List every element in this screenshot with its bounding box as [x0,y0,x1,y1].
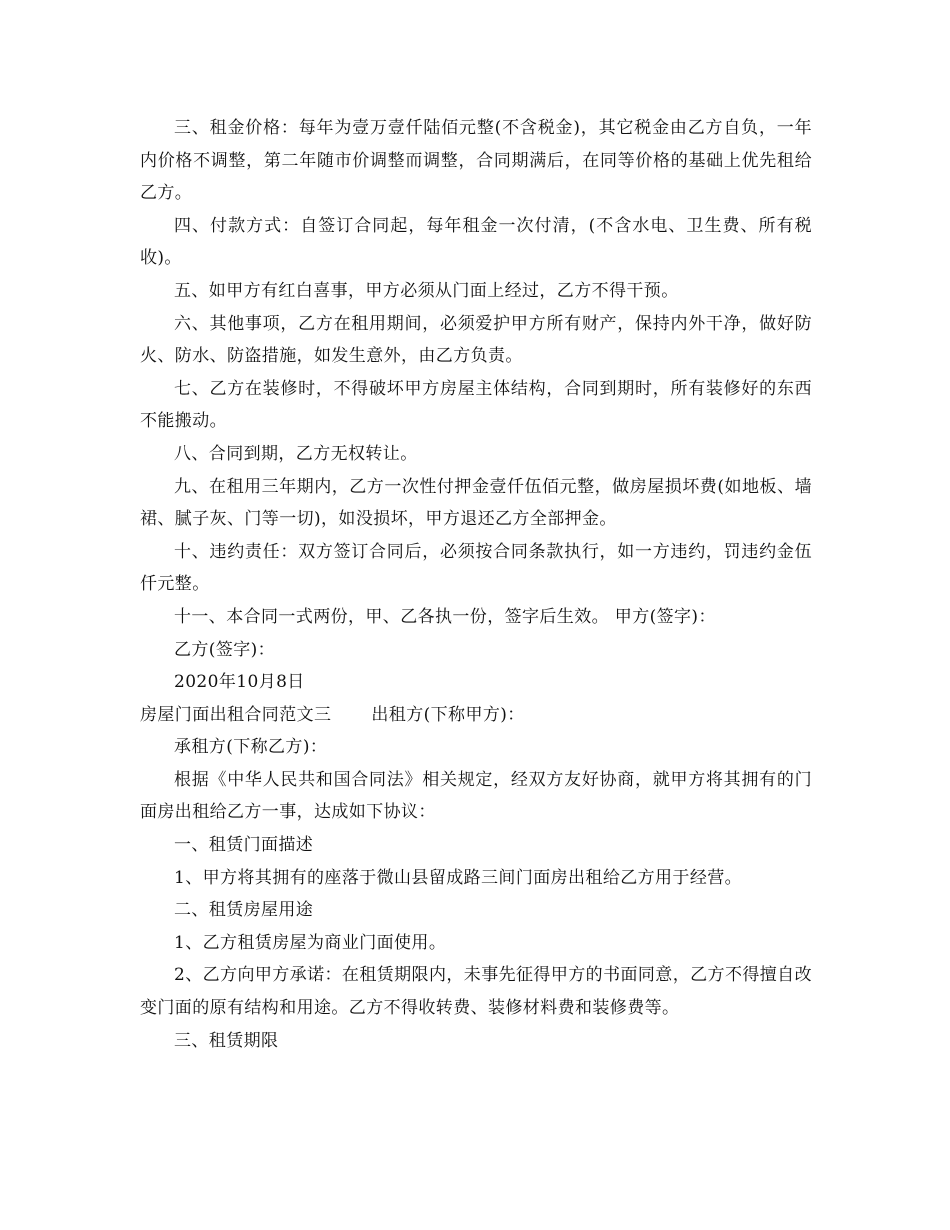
clause-rent-price: 三、租金价格：每年为壹万壹仟陆佰元整(不含税金)，其它税金由乙方自负，一年内价格不调整，第二年随市价调整而调整，合同期满后，在同等价格的基础上优先租给乙方。 [140,118,812,204]
lessee-label: 承租方(下称乙方)： [174,737,328,758]
tenant-signature-line: 乙方(签字)： [174,639,276,660]
clause-renovation: 七、乙方在装修时，不得破坏甲方房屋主体结构，合同到期时，所有装修好的东西不能搬动。 [140,378,812,432]
item-tenant-commitment: 2、乙方向甲方承诺：在租赁期限内，未事先征得甲方的书面同意，乙方不得擅自改变门面的原有结构和用途。乙方不得收转费、装修材料费和装修费等。 [140,965,812,1019]
section-heading-line [140,699,812,732]
clause-deposit: 九、在租用三年期内，乙方一次性付押金壹仟伍佰元整，做房屋损坏费(如地板、墙裙、腻子灰、门等一切)，如没损坏，甲方退还乙方全部押金。 [140,476,812,530]
heading-lease-term: 三、租赁期限 [174,1030,279,1051]
clause-copies-signature: 十一、本合同一式两份，甲、乙各执一份，签字后生效。 甲方(签字)： [174,606,716,627]
item-commercial-use: 1、乙方租赁房屋为商业门面使用。 [174,932,447,953]
document-body [140,112,812,1057]
clause-expiry: 八、合同到期，乙方无权转让。 [174,443,418,464]
clause-events: 五、如甲方有红白喜事，甲方必须从门面上经过，乙方不得干预。 [174,280,679,301]
lessor-label: 出租方(下称甲方)： [371,704,525,725]
heading-property-use: 二、租赁房屋用途 [174,900,314,921]
clause-breach: 十、违约责任：双方签订合同后，必须按合同条款执行，如一方违约，罚违约金伍仟元整。 [140,541,812,595]
item-property-location: 1、甲方将其拥有的座落于微山县留成路三间门面房出租给乙方用于经营。 [174,867,743,888]
clause-other-matters: 六、其他事项，乙方在租用期间，必须爱护甲方所有财产，保持内外干净，做好防火、防水、防盗措施，如发生意外，由乙方负责。 [140,313,812,367]
section-title: 房屋门面出租合同范文三 [140,704,332,725]
preamble: 根据《中华人民共和国合同法》相关规定，经双方友好协商，就甲方将其拥有的门面房出租给乙方一事，达成如下协议： [140,769,812,823]
contract-date: 2020年10月8日 [174,672,305,693]
heading-property-description: 一、租赁门面描述 [174,835,314,856]
clause-payment-method: 四、付款方式：自签订合同起，每年租金一次付清，(不含水电、卫生费、所有税收)。 [140,215,812,269]
